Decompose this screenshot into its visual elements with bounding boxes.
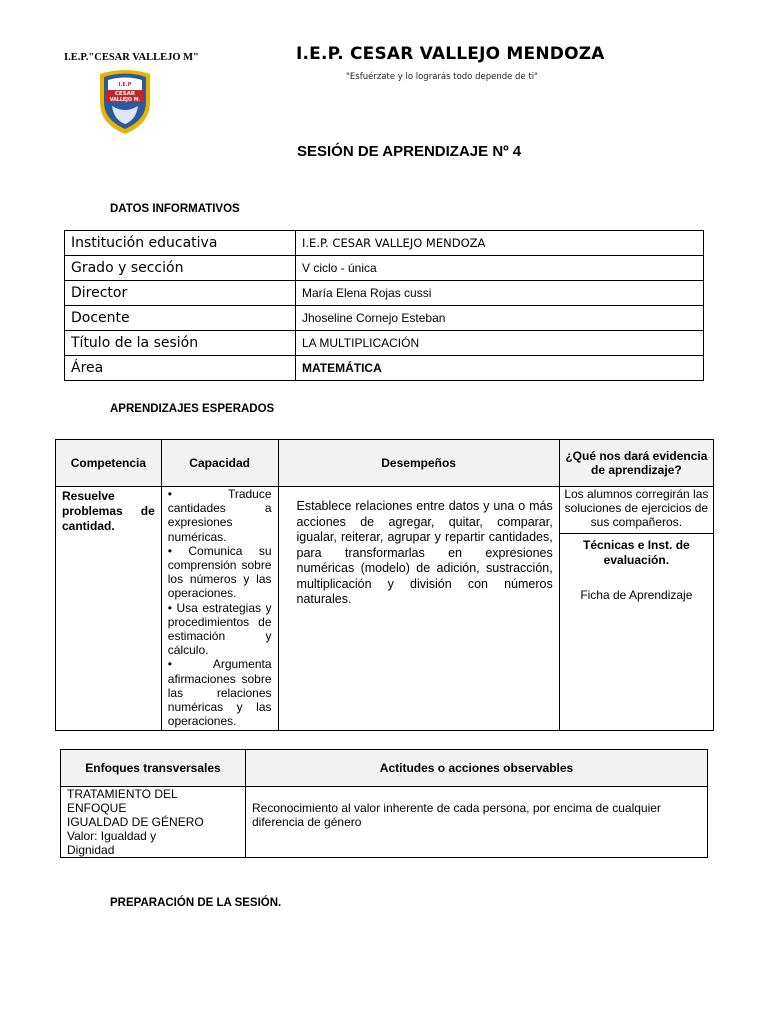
datos-section-label: DATOS INFORMATIVOS xyxy=(110,203,240,215)
actitudes-cell: Reconocimiento al valor inherente de cada persona, por encima de cualquier diferencia de género xyxy=(246,787,708,858)
datos-key: Director xyxy=(65,281,296,306)
enfoque-line: IGUALDAD DE GÉNERO xyxy=(67,815,204,829)
datos-value: LA MULTIPLICACIÓN xyxy=(296,331,704,356)
table-row xyxy=(65,356,704,381)
school-motto: "Esfuérzate y lo lograrás todo depende de ti" xyxy=(346,72,538,82)
header-capacidad: Capacidad xyxy=(161,440,278,487)
crest-top-text: I.E.P xyxy=(118,82,132,88)
tecnicas-label: Técnicas e Inst. de evaluación. xyxy=(583,538,690,567)
datos-table xyxy=(64,230,704,381)
table-header-row xyxy=(61,750,708,787)
school-crest-logo xyxy=(96,68,154,136)
enfoques-table xyxy=(60,749,708,858)
enfoque-cell xyxy=(61,787,246,858)
datos-value: I.E.P. CESAR VALLEJO MENDOZA xyxy=(296,231,704,256)
table-row xyxy=(65,306,704,331)
aprendizajes-table xyxy=(55,439,714,731)
header-evidencia: ¿Qué nos dará evidencia de aprendizaje? xyxy=(559,440,713,487)
tecnicas-value: Ficha de Aprendizaje xyxy=(580,588,693,602)
table-row xyxy=(65,281,704,306)
capacidad-item: • Argumenta afirmaciones sobre las relaciones numéricas y las operaciones. xyxy=(167,657,272,729)
session-title: SESIÓN DE APRENDIZAJE Nº 4 xyxy=(297,143,522,160)
table-row xyxy=(65,256,704,281)
datos-key: Título de la sesión xyxy=(65,331,296,356)
enfoque-line: Valor: Igualdad y xyxy=(67,829,157,843)
capacidad-item: • Comunica su comprensión sobre los números y las operaciones. xyxy=(167,543,272,601)
datos-key: Institución educativa xyxy=(65,231,296,256)
desempeno-cell: Establece relaciones entre datos y una o más acciones de agregar, quitar, comparar, igualar, reiterar, agrupar y repartir cantidades, para transformarlas en expresiones numéricas (modelo) de adición, sustracción, multiplicación y división con números naturales. xyxy=(278,487,559,731)
aprendizajes-section-label: APRENDIZAJES ESPERADOS xyxy=(110,403,275,415)
table-row xyxy=(65,331,704,356)
enfoque-line: TRATAMIENTO DEL ENFOQUE xyxy=(67,787,178,815)
datos-value: Jhoseline Cornejo Esteban xyxy=(296,306,704,331)
header-enfoques: Enfoques transversales xyxy=(61,750,246,787)
competencia-cell: Resuelve problemas de cantidad. xyxy=(56,487,162,731)
school-short-name: I.E.P."CESAR VALLEJO M" xyxy=(64,52,199,63)
evidencia-cell xyxy=(559,487,713,731)
datos-value: María Elena Rojas cussi xyxy=(296,281,704,306)
evidencia-text: Los alumnos corregirán las soluciones de ejercicios de sus compañeros. xyxy=(560,487,713,534)
datos-key: Docente xyxy=(65,306,296,331)
table-header-row xyxy=(56,440,714,487)
capacidad-item: • Traduce cantidades a expresiones numéricas. xyxy=(167,487,272,544)
datos-key: Área xyxy=(65,356,296,381)
table-row xyxy=(65,231,704,256)
datos-value: MATEMÁTICA xyxy=(296,356,704,381)
table-row xyxy=(56,487,714,731)
capacidad-cell xyxy=(161,487,278,731)
school-title: I.E.P. CESAR VALLEJO MENDOZA xyxy=(296,44,605,64)
datos-key: Grado y sección xyxy=(65,256,296,281)
enfoque-line: Dignidad xyxy=(67,843,115,857)
header-desempenos: Desempeños xyxy=(278,440,559,487)
capacidad-item: • Usa estrategias y procedimientos de estimación y cálculo. xyxy=(167,600,272,658)
datos-value: V ciclo - única xyxy=(296,256,704,281)
crest-line1-text: CESAR xyxy=(114,91,136,97)
header-competencia: Competencia xyxy=(56,440,162,487)
crest-line2-text: VALLEJO M. xyxy=(109,98,141,103)
preparacion-section-label: PREPARACIÓN DE LA SESIÓN. xyxy=(110,897,282,909)
header-actitudes: Actitudes o acciones observables xyxy=(246,750,708,787)
table-row xyxy=(61,787,708,858)
